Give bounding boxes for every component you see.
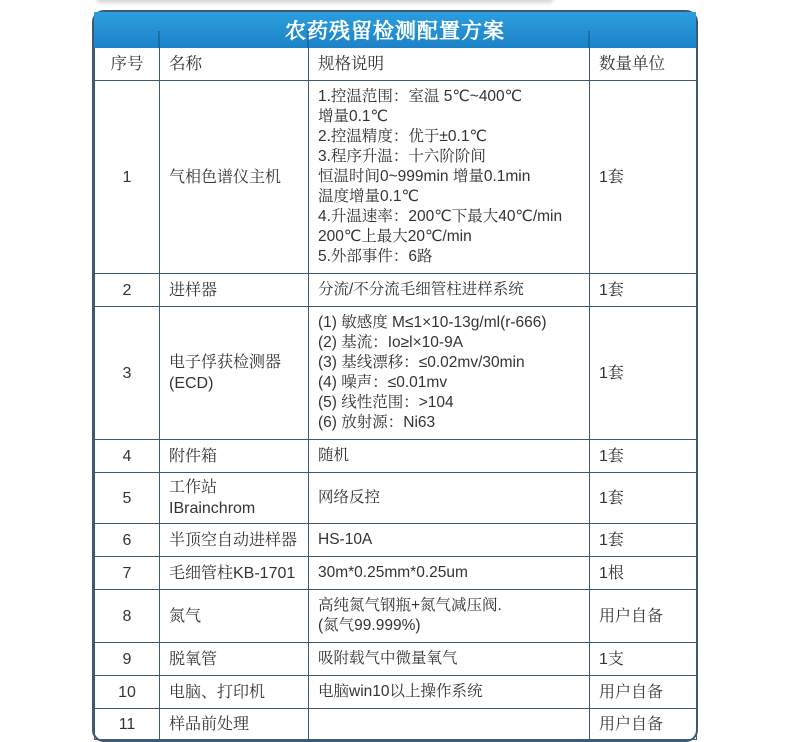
row-name: 脱氧管 (160, 643, 309, 676)
row-qty: 用户自备 (590, 590, 697, 643)
row-no: 10 (95, 676, 160, 709)
title-column-divider (158, 31, 160, 48)
row-spec: 分流/不分流毛细管柱进样系统 (309, 274, 590, 307)
config-table-card (92, 10, 698, 742)
row-no: 4 (95, 440, 160, 473)
table-row (95, 643, 697, 676)
row-name: 电子俘获检测器 (ECD) (160, 307, 309, 440)
title-column-divider (588, 31, 590, 48)
row-name: 进样器 (160, 274, 309, 307)
row-no: 11 (95, 709, 160, 740)
row-spec: (1) 敏感度 M≤1×10-13g/ml(r-666) (2) 基流：Io≥l×10-9A (3) 基线漂移：≤0.02mv/30min (4) 噪声：≤0.01mv (5) 线性范围：>104 (6) 放射源：Ni63 (309, 307, 590, 440)
table-row (95, 274, 697, 307)
row-qty: 1套 (590, 473, 697, 524)
col-header-qty: 数量单位 (590, 48, 697, 81)
row-spec: 网络反控 (309, 473, 590, 524)
page-top-shadow (96, 0, 554, 3)
row-qty: 1套 (590, 274, 697, 307)
table-row (95, 709, 697, 740)
config-table (94, 47, 697, 740)
row-name: 半顶空自动进样器 (160, 524, 309, 557)
table-row (95, 473, 697, 524)
row-no: 5 (95, 473, 160, 524)
title-column-divider (307, 31, 309, 48)
row-qty: 1套 (590, 307, 697, 440)
row-qty: 1支 (590, 643, 697, 676)
row-name: 工作站IBrainchrom (160, 473, 309, 524)
row-spec (309, 709, 590, 740)
row-name: 氮气 (160, 590, 309, 643)
table-row (95, 524, 697, 557)
row-no: 3 (95, 307, 160, 440)
row-no: 1 (95, 81, 160, 274)
row-qty: 1套 (590, 440, 697, 473)
row-spec: 电脑win10以上操作系统 (309, 676, 590, 709)
row-no: 6 (95, 524, 160, 557)
row-no: 2 (95, 274, 160, 307)
row-spec: HS-10A (309, 524, 590, 557)
col-header-spec: 规格说明 (309, 48, 590, 81)
row-name: 样品前处理 (160, 709, 309, 740)
row-spec: 高纯氮气钢瓶+氮气减压阀. (氮气99.999%) (309, 590, 590, 643)
row-spec: 1.控温范围：室温 5℃~400℃ 增量0.1℃ 2.控温精度：优于±0.1℃ 3.程序升温：十六阶阶间 恒温时间0~999min 增量0.1min 温度增量0.1℃ 4.升温速率：200℃下最大40℃/min 200℃上最大20℃/min 5.外部事件：6路 (309, 81, 590, 274)
row-name: 毛细管柱KB-1701 (160, 557, 309, 590)
table-row (95, 440, 697, 473)
row-qty: 1套 (590, 524, 697, 557)
table-row (95, 676, 697, 709)
header-row (95, 48, 697, 81)
row-no: 9 (95, 643, 160, 676)
row-spec: 30m*0.25mm*0.25um (309, 557, 590, 590)
table-title-bar (94, 12, 696, 48)
row-no: 8 (95, 590, 160, 643)
row-no: 7 (95, 557, 160, 590)
row-spec: 随机 (309, 440, 590, 473)
table-title: 农药残留检测配置方案 (285, 20, 505, 43)
row-spec: 吸附载气中微量氧气 (309, 643, 590, 676)
row-qty: 1套 (590, 81, 697, 274)
table-row (95, 307, 697, 440)
table-row (95, 81, 697, 274)
col-header-name: 名称 (160, 48, 309, 81)
col-header-no: 序号 (95, 48, 160, 81)
row-qty: 用户自备 (590, 709, 697, 740)
table-row (95, 590, 697, 643)
row-name: 附件箱 (160, 440, 309, 473)
table-row (95, 557, 697, 590)
row-name: 气相色谱仪主机 (160, 81, 309, 274)
row-qty: 1根 (590, 557, 697, 590)
row-qty: 用户自备 (590, 676, 697, 709)
row-name: 电脑、打印机 (160, 676, 309, 709)
